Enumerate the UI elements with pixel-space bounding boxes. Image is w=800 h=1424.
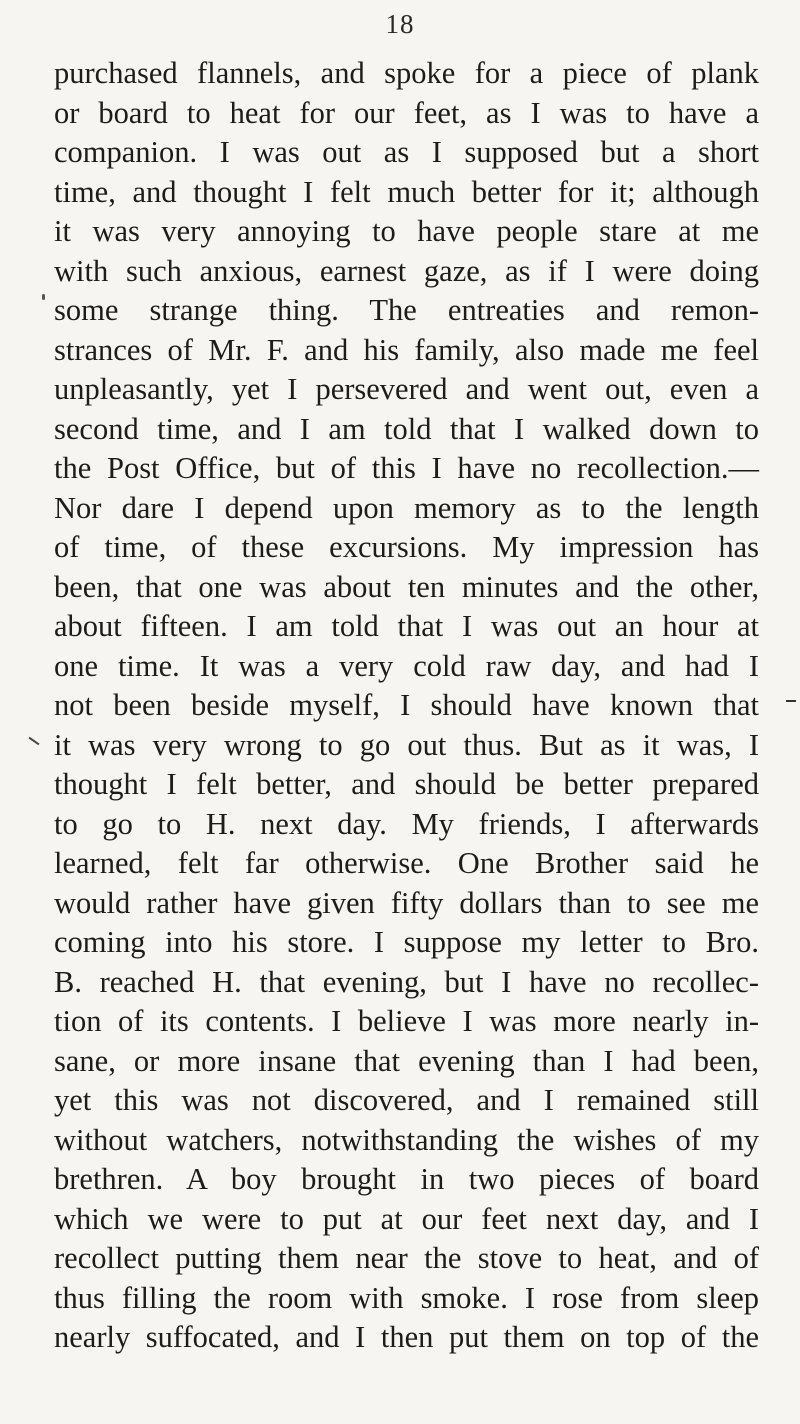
text-line: unpleasantly, yet I persevered and went out, even a: [54, 372, 759, 406]
text-line: or board to heat for our feet, as I was to have a: [54, 95, 759, 130]
text-line: brethren. A boy brought in two pieces of board: [54, 1162, 759, 1196]
text-line: strances of Mr. F. and his family, also made me feel: [54, 332, 759, 367]
text-line: about fifteen. I am told that I was out an hour at: [54, 609, 759, 643]
text-line: of time, of these excursions. My impression has: [54, 530, 759, 564]
text-line: it was very wrong to go out thus. But as it was, I: [54, 727, 759, 762]
text-line: Nor dare I depend upon memory as to the length: [54, 490, 759, 525]
text-line: tion of its contents. I believe I was more nearly in-: [54, 1004, 759, 1038]
text-line: without watchers, notwithstanding the wishes of my: [54, 1122, 759, 1157]
text-line: B. reached H. that evening, but I have no recollec-: [54, 964, 759, 999]
text-line: yet this was not discovered, and I remained still: [54, 1083, 759, 1117]
margin-dash-mark: [786, 700, 796, 702]
text-line: recollect putting them near the stove to heat, and of: [54, 1241, 759, 1275]
text-line: thus filling the room with smoke. I rose from sleep: [54, 1280, 759, 1315]
text-line: learned, felt far otherwise. One Brother said he: [54, 846, 759, 880]
text-line: the Post Office, but of this I have no recollection.—: [54, 451, 759, 485]
text-line: to go to H. next day. My friends, I afterwards: [54, 806, 759, 841]
text-line: purchased flannels, and spoke for a piece of plank: [54, 56, 759, 90]
text-line: it was very annoying to have people stare at me: [54, 214, 759, 248]
text-line: companion. I was out as I supposed but a short: [54, 135, 759, 169]
margin-tick-mark: [29, 737, 40, 746]
text-line: thought I felt better, and should be better prepared: [54, 767, 759, 801]
text-line: not been beside myself, I should have known that: [54, 688, 759, 722]
text-line: would rather have given fifty dollars than to see me: [54, 885, 759, 920]
text-line: with such anxious, earnest gaze, as if I were doing: [54, 253, 759, 288]
text-line: been, that one was about ten minutes and the other,: [54, 569, 759, 604]
text-line: coming into his store. I suppose my letter to Bro.: [54, 925, 759, 959]
text-line: second time, and I am told that I walked down to: [54, 411, 759, 446]
text-line: which we were to put at our feet next day, and I: [54, 1201, 759, 1236]
text-line: nearly suffocated, and I then put them on top of the: [54, 1320, 759, 1354]
text-line: sane, or more insane that evening than I had been,: [54, 1043, 759, 1078]
page-number: 18: [385, 9, 415, 39]
text-line: one time. It was a very cold raw day, and had I: [54, 648, 759, 683]
margin-ink-spot: [42, 294, 45, 300]
text-line: time, and thought I felt much better for it; although: [54, 174, 759, 209]
body-text: [54, 54, 759, 1358]
text-line: some strange thing. The entreaties and remon-: [54, 293, 759, 327]
